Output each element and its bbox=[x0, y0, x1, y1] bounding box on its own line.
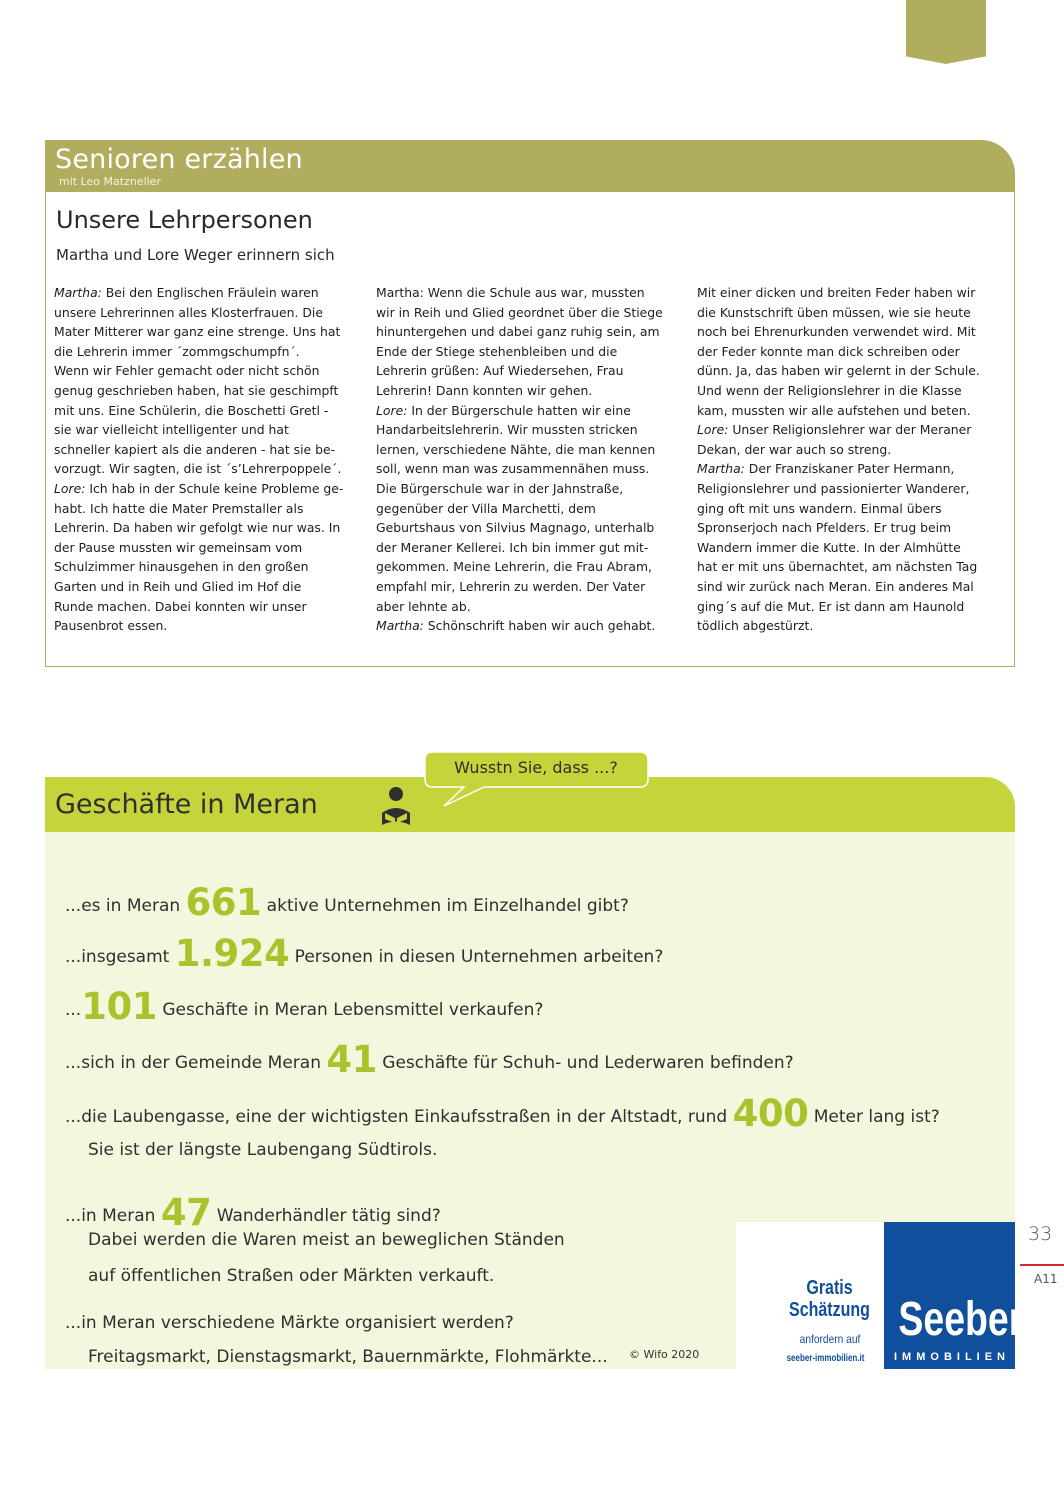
fact-pre: ...die Laubengasse, eine der wichtigsten Einkaufsstraßen in der Altstadt, rund bbox=[65, 1107, 733, 1127]
article-line bbox=[54, 401, 364, 421]
article-line bbox=[376, 420, 686, 440]
line-text: aber lehnte ab. bbox=[376, 598, 471, 614]
line-text: lernen, verschiedene Nähte, die man kennen bbox=[376, 441, 656, 457]
article-line bbox=[376, 616, 686, 636]
line-text: Ich hab in der Schule keine Probleme ge- bbox=[85, 480, 344, 496]
fact-item bbox=[65, 1038, 794, 1081]
speaker-label: Lore: bbox=[54, 480, 86, 496]
ad-schaetzung: Schätzung bbox=[789, 1299, 870, 1321]
article-line bbox=[54, 381, 364, 401]
line-text: soll, wenn man was zusammennähen muss. bbox=[376, 461, 650, 477]
line-text: Schulzimmer hinausgehen in den großen bbox=[54, 559, 309, 575]
fact-number: 400 bbox=[732, 1092, 809, 1135]
article-line bbox=[376, 401, 686, 421]
reading-person-icon bbox=[374, 783, 422, 831]
fact-continuation: Freitagsmarkt, Dienstagsmarkt, Bauernmärkte, Flohmärkte... bbox=[88, 1347, 608, 1367]
article-column-1 bbox=[54, 283, 364, 636]
seeber-ad[interactable] bbox=[736, 1222, 1024, 1369]
speaker-label: Martha: bbox=[54, 285, 102, 300]
line-text: Pausenbrot essen. bbox=[54, 618, 168, 634]
line-text: Wandern immer die Kutte. In der Almhütte bbox=[697, 539, 961, 555]
line-text: Bei den Englischen Fräulein waren bbox=[101, 285, 319, 300]
fact-pre: ... bbox=[65, 1000, 82, 1020]
article-line bbox=[697, 459, 1007, 479]
ad-brand-sub: IMMOBILIEN bbox=[894, 1351, 1010, 1363]
article-line bbox=[376, 440, 686, 460]
source-credit: © Wifo 2020 bbox=[629, 1348, 700, 1361]
line-text: Lehrerin grüßen: Auf Wiedersehen, Frau bbox=[376, 363, 624, 379]
article-line bbox=[697, 538, 1007, 558]
article-column-2 bbox=[376, 283, 686, 636]
article-line bbox=[697, 381, 1007, 401]
article-line bbox=[376, 479, 686, 499]
fact-item bbox=[65, 881, 629, 924]
line-text: die Kunstschrift üben müssen, wie sie heute bbox=[697, 304, 971, 320]
line-text: Der Franziskaner Pater Hermann, bbox=[744, 461, 955, 477]
page-code: A11 bbox=[1034, 1272, 1058, 1286]
article-line bbox=[376, 322, 686, 342]
line-text: Mit einer dicken und breiten Feder haben wir bbox=[697, 285, 976, 300]
line-text: wir in Reih und Glied geordnet über die Stiege bbox=[376, 304, 663, 320]
senioren-header-subtitle: mit Leo Matzneller bbox=[59, 175, 161, 188]
article-line bbox=[54, 499, 364, 519]
line-text: hinuntergehen und dabei ganz ruhig sein, am bbox=[376, 324, 660, 340]
fact-post: Meter lang ist? bbox=[808, 1107, 940, 1127]
article-line bbox=[376, 303, 686, 323]
fact-number: 47 bbox=[160, 1191, 212, 1234]
line-text: der Feder konnte man dick schreiben oder bbox=[697, 343, 960, 359]
fact-number: 41 bbox=[326, 1038, 377, 1081]
page-divider bbox=[1020, 1264, 1064, 1266]
article-line bbox=[376, 283, 686, 303]
fact-item bbox=[65, 1313, 514, 1333]
line-text: Garten und in Reih und Glied im Hof die bbox=[54, 578, 302, 594]
speech-bubble-text: Wusstn Sie, dass ...? bbox=[454, 758, 618, 777]
line-text: hat er mit uns übernachtet, am nächsten Tag bbox=[697, 559, 978, 575]
line-text: Martha: Wenn die Schule aus war, mussten bbox=[376, 285, 645, 300]
article-line bbox=[54, 577, 364, 597]
article-line bbox=[54, 557, 364, 577]
article-line bbox=[376, 342, 686, 362]
line-text: Lehrerin. Da haben wir gefolgt wie nur was. In bbox=[54, 520, 341, 536]
article-line bbox=[54, 440, 364, 460]
line-text: empfahl mir, Lehrerin zu werden. Der Vater bbox=[376, 578, 646, 594]
line-text: Lehrerin! Dann konnten wir gehen. bbox=[376, 382, 593, 398]
line-text: kam, mussten wir alle aufstehen und beten. bbox=[697, 402, 971, 418]
line-text: Mater Mitterer war ganz eine strenge. Uns hat bbox=[54, 324, 341, 340]
fact-item bbox=[65, 932, 663, 975]
article-column-3 bbox=[697, 283, 1007, 636]
line-text: schneller kapiert als die anderen - hat sie be- bbox=[54, 441, 336, 457]
ad-url[interactable]: seeber-immobilien.it bbox=[786, 1353, 865, 1364]
article-line bbox=[54, 361, 364, 381]
article-line bbox=[376, 597, 686, 617]
article-line bbox=[697, 361, 1007, 381]
line-text: mit uns. Eine Schülerin, die Boschetti Gretl - bbox=[54, 402, 329, 418]
article-line bbox=[697, 597, 1007, 617]
article-line bbox=[376, 381, 686, 401]
ad-gratis: Gratis bbox=[806, 1277, 853, 1299]
line-text: unsere Lehrerinnen alles Klosterfrauen. Die bbox=[54, 304, 323, 320]
article-line bbox=[54, 538, 364, 558]
line-text: Religionslehrer und passionierter Wanderer, bbox=[697, 480, 970, 496]
article-line bbox=[376, 557, 686, 577]
speaker-label: Martha: bbox=[376, 618, 424, 634]
article-line bbox=[376, 518, 686, 538]
fact-continuation: Sie ist der längste Laubengang Südtirols. bbox=[88, 1140, 438, 1160]
article-line bbox=[376, 459, 686, 479]
article-line bbox=[697, 440, 1007, 460]
line-text: Handarbeitslehrerin. Wir mussten stricken bbox=[376, 422, 638, 438]
line-text: gegenüber der Villa Marchetti, dem bbox=[376, 500, 596, 516]
line-text: noch bei Ehrenurkunden verwendet wird. Mit bbox=[697, 324, 976, 340]
line-text: Runde machen. Dabei konnten wir unser bbox=[54, 598, 307, 614]
fact-pre: ...sich in der Gemeinde Meran bbox=[65, 1053, 327, 1073]
line-text: vorzugt. Wir sagten, die ist ´s’Lehrerpoppele´. bbox=[54, 461, 342, 477]
speaker-label: Lore: bbox=[376, 402, 408, 418]
line-text: Die Bürgerschule war in der Jahnstraße, bbox=[376, 480, 624, 496]
corner-tab bbox=[906, 0, 986, 64]
article-line bbox=[697, 499, 1007, 519]
article-line bbox=[697, 616, 1007, 636]
ad-request-text: anfordern auf bbox=[799, 1332, 861, 1346]
senioren-header-title: Senioren erzählen bbox=[55, 144, 303, 175]
article-line bbox=[697, 577, 1007, 597]
line-text: Spronserjoch nach Pfelders. Er trug beim bbox=[697, 520, 952, 536]
article-line bbox=[697, 479, 1007, 499]
fact-number: 101 bbox=[81, 985, 157, 1028]
line-text: ging oft mit uns wandern. Einmal übers bbox=[697, 500, 942, 516]
speaker-label: Lore: bbox=[697, 422, 729, 438]
article-line bbox=[54, 322, 364, 342]
line-text: In der Bürgerschule hatten wir eine bbox=[407, 402, 631, 418]
speaker-label: Martha: bbox=[697, 461, 745, 477]
fact-pre: ...insgesamt bbox=[65, 947, 175, 967]
article-line bbox=[376, 538, 686, 558]
line-text: Und wenn der Religionslehrer in die Klasse bbox=[697, 382, 962, 398]
line-text: Geburtshaus von Silvius Magnago, unterhalb bbox=[376, 520, 655, 536]
line-text: sind wir zurück nach Meran. Ein anderes Mal bbox=[697, 578, 974, 594]
article-line bbox=[376, 361, 686, 381]
article-line bbox=[54, 342, 364, 362]
article-subtitle: Martha und Lore Weger erinnern sich bbox=[56, 246, 335, 264]
article-line bbox=[697, 401, 1007, 421]
senioren-article bbox=[45, 192, 1015, 667]
line-text: Schönschrift haben wir auch gehabt. bbox=[423, 618, 656, 634]
line-text: sie war vielleicht intelligenter und hat bbox=[54, 422, 289, 438]
line-text: die Lehrerin immer ´zommgschumpfn´. bbox=[54, 343, 300, 359]
line-text: tödlich abgestürzt. bbox=[697, 618, 814, 634]
fact-post: Geschäfte in Meran Lebensmittel verkaufen? bbox=[156, 1000, 544, 1020]
article-line bbox=[54, 518, 364, 538]
article-line bbox=[54, 283, 364, 303]
article-line bbox=[697, 283, 1007, 303]
article-line bbox=[54, 479, 364, 499]
fact-pre: ...in Meran bbox=[65, 1206, 161, 1226]
article-line bbox=[697, 303, 1007, 323]
fact-number: 1.924 bbox=[174, 932, 290, 975]
fact-number: 661 bbox=[185, 881, 262, 924]
geschaefte-title: Geschäfte in Meran bbox=[55, 789, 318, 820]
fact-post: Wanderhändler tätig sind? bbox=[211, 1206, 441, 1226]
article-line bbox=[376, 499, 686, 519]
line-text: Unser Religionslehrer war der Meraner bbox=[728, 422, 972, 438]
senioren-header bbox=[45, 140, 1015, 192]
article-line bbox=[54, 303, 364, 323]
line-text: genug geschrieben haben, hat sie geschimpft bbox=[54, 382, 339, 398]
article-line bbox=[697, 518, 1007, 538]
line-text: der Pause mussten wir gemeinsam vom bbox=[54, 539, 303, 555]
line-text: Dekan, der war auch so streng. bbox=[697, 441, 892, 457]
line-text: habt. Ich hatte die Mater Premstaller als bbox=[54, 500, 304, 516]
line-text: Wenn wir Fehler gemacht oder nicht schön bbox=[54, 363, 320, 379]
fact-continuation: auf öffentlichen Straßen oder Märkten verkauft. bbox=[88, 1266, 495, 1286]
article-line bbox=[697, 322, 1007, 342]
article-line bbox=[54, 616, 364, 636]
article-line bbox=[54, 420, 364, 440]
ad-brand-logo: Seeber bbox=[898, 1293, 1024, 1346]
fact-continuation: Dabei werden die Waren meist an beweglichen Ständen bbox=[88, 1230, 565, 1250]
fact-item bbox=[65, 985, 543, 1028]
line-text: Ende der Stiege stehenbleiben und die bbox=[376, 343, 618, 359]
fact-item bbox=[65, 1092, 940, 1135]
article-line bbox=[697, 557, 1007, 577]
line-text: ging´s auf die Mut. Er ist dann am Haunold bbox=[697, 598, 965, 614]
article-line bbox=[697, 420, 1007, 440]
line-text: der Meraner Kellerei. Ich bin immer gut mit- bbox=[376, 539, 649, 555]
ad-headline bbox=[784, 1277, 876, 1321]
article-line bbox=[376, 577, 686, 597]
article-line bbox=[54, 597, 364, 617]
article-title: Unsere Lehrpersonen bbox=[56, 206, 313, 234]
fact-post: Personen in diesen Unternehmen arbeiten? bbox=[289, 947, 664, 967]
fact-item bbox=[65, 1191, 441, 1234]
page-number: 33 bbox=[1028, 1223, 1053, 1245]
line-text: dünn. Ja, das haben wir gelernt in der Schule. bbox=[697, 363, 980, 379]
speech-bubble bbox=[424, 751, 652, 809]
article-line bbox=[697, 342, 1007, 362]
fact-post: aktive Unternehmen im Einzelhandel gibt? bbox=[261, 896, 629, 916]
fact-pre: ...es in Meran bbox=[65, 896, 186, 916]
line-text: gekommen. Meine Lehrerin, die Frau Abram, bbox=[376, 559, 652, 575]
fact-post: Geschäfte für Schuh- und Lederwaren befinden? bbox=[376, 1053, 794, 1073]
article-line bbox=[54, 459, 364, 479]
fact-pre: ...in Meran verschiedene Märkte organisiert werden? bbox=[65, 1313, 514, 1333]
